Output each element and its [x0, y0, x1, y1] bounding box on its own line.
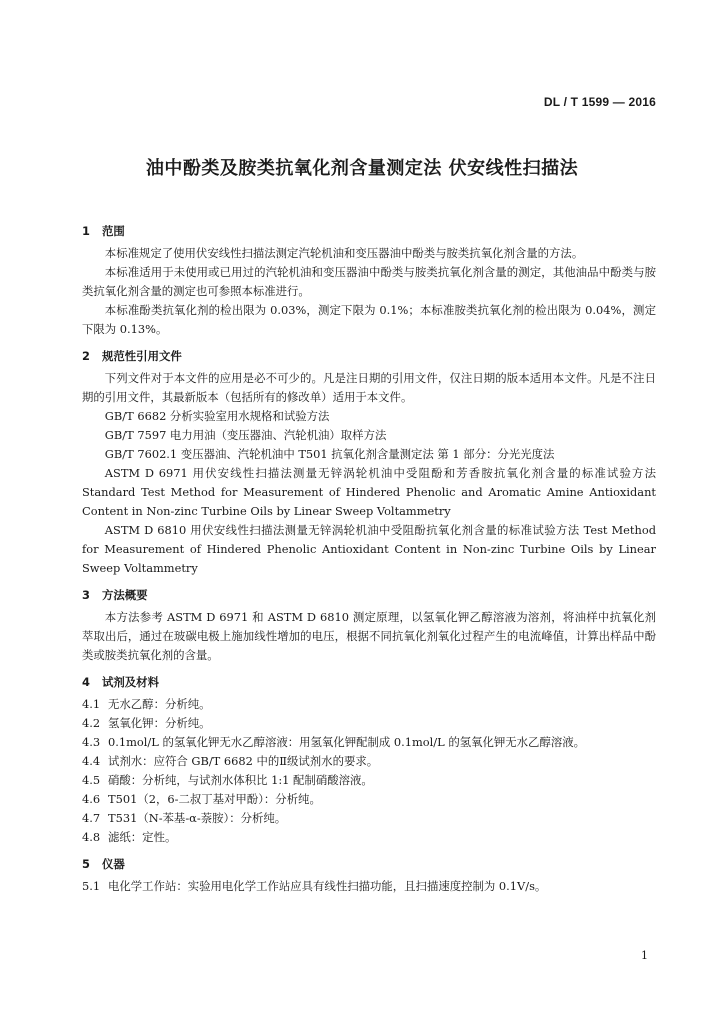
- list-item: 4.1 无水乙醇：分析纯。: [82, 697, 211, 711]
- document-title: 油中酚类及胺类抗氧化剂含量测定法 伏安线性扫描法: [145, 158, 579, 179]
- reference-item: GB/T 7597 电力用油（变压器油、汽轮机油）取样方法: [104, 428, 387, 442]
- list-item: 5.1 电化学工作站：实验用电化学工作站应具有线性扫描功能，且扫描速度控制为 0.1V/s。: [82, 879, 547, 893]
- reference-item: ASTM D 6810 用伏安线性扫描法测量无锌涡轮机油中受阻酚抗氧化剂含量的标准试验方法 Test Method for Measurement of Hindered Phenolic Antioxidant Content in Non-zinc Turbine Oils by Linear Sweep Voltammetry: [82, 523, 656, 575]
- section-heading-normative-references: 2 规范性引用文件: [82, 349, 182, 363]
- document-body: [82, 222, 656, 896]
- reference-item: GB/T 7602.1 变压器油、汽轮机油中 T501 抗氧化剂含量测定法 第 1 部分：分光光度法: [104, 447, 555, 461]
- list-item: 4.8 滤纸：定性。: [82, 830, 177, 844]
- page-number: 1: [641, 949, 648, 962]
- reference-item: ASTM D 6971 用伏安线性扫描法测量无锌涡轮机油中受阻酚和芳香胺抗氧化剂含量的标准试验方法 Standard Test Method for Measurement of Hindered Phenolic and Aromatic Amine Antioxidant Content in Non-zinc Turbine Oils by Linear Sweep Voltammetry: [82, 466, 656, 518]
- paragraph: 下列文件对于本文件的应用是必不可少的。凡是注日期的引用文件，仅注日期的版本适用本文件。凡是不注日期的引用文件，其最新版本（包括所有的修改单）适用于本文件。: [82, 371, 656, 404]
- list-item: 4.3 0.1mol/L 的氢氧化钾无水乙醇溶液：用氢氧化钾配制成 0.1mol/L 的氢氧化钾无水乙醇溶液。: [82, 735, 586, 749]
- paragraph: 本标准适用于未使用或已用过的汽轮机油和变压器油中酚类与胺类抗氧化剂含量的测定，其他油品中酚类与胺类抗氧化剂含量的测定也可参照本标准进行。: [82, 265, 656, 298]
- section-heading-scope: 1 范围: [82, 224, 125, 238]
- section-heading-apparatus: 5 仪器: [82, 857, 125, 871]
- list-item: 4.2 氢氧化钾：分析纯。: [82, 716, 211, 730]
- list-item: 4.5 硝酸：分析纯，与试剂水体积比 1:1 配制硝酸溶液。: [82, 773, 373, 787]
- list-item: 4.4 试剂水：应符合 GB/T 6682 中的Ⅱ级试剂水的要求。: [82, 754, 379, 768]
- standard-code: DL / T 1599 — 2016: [543, 95, 656, 109]
- reference-item: GB/T 6682 分析实验室用水规格和试验方法: [104, 409, 330, 423]
- paragraph: 本标准规定了使用伏安线性扫描法测定汽轮机油和变压器油中酚类与胺类抗氧化剂含量的方法。: [104, 246, 584, 260]
- paragraph: 本方法参考 ASTM D 6971 和 ASTM D 6810 测定原理，以氢氧化钾乙醇溶液为溶剂，将油样中抗氧化剂萃取出后，通过在玻碳电极上施加线性增加的电压，根据不同抗氧化剂氧化过程产生的电流峰值，计算出样品中酚类或胺类抗氧化剂的含量。: [82, 610, 656, 662]
- paragraph: 本标准酚类抗氧化剂的检出限为 0.03%，测定下限为 0.1%；本标准胺类抗氧化剂的检出限为 0.04%，测定下限为 0.13%。: [82, 303, 656, 336]
- list-item: 4.7 T531（N-苯基-α-萘胺）：分析纯。: [82, 811, 287, 825]
- list-item: 4.6 T501（2，6-二叔丁基对甲酚）：分析纯。: [82, 792, 321, 806]
- section-heading-reagents: 4 试剂及材料: [82, 675, 159, 689]
- section-heading-method-summary: 3 方法概要: [82, 588, 148, 602]
